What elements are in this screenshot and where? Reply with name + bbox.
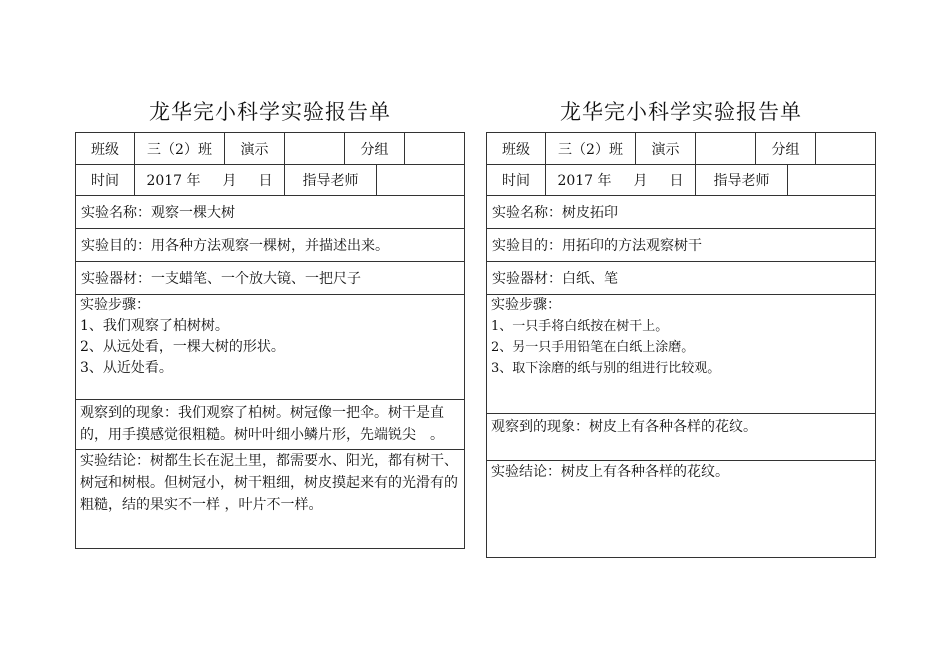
date-value (545, 165, 695, 195)
teacher-value (376, 165, 464, 195)
step-item: 2、另一只手用铅笔在白纸上涂磨。 (491, 340, 695, 355)
step-item: 2、从远处看，一棵大树的形状。 (80, 339, 285, 355)
conclusion-row (487, 460, 875, 557)
experiment-purpose: 实验目的：用拓印的方法观察树干 (492, 238, 702, 254)
materials-row (487, 261, 875, 294)
date-day: 日 (258, 173, 273, 189)
purpose-row (487, 228, 875, 261)
report-sheet-left (75, 92, 465, 549)
teacher-label: 指导老师 (284, 165, 376, 195)
demo-value (695, 133, 755, 164)
class-label: 班级 (502, 141, 530, 158)
name-row (487, 195, 875, 228)
observation-text: 观察到的现象：树皮上有各种各样的花纹。 (491, 419, 757, 435)
time-row (487, 164, 875, 195)
report-table (486, 132, 876, 558)
class-value: 三（2）班 (134, 133, 224, 164)
teacher-label: 指导老师 (695, 165, 787, 195)
steps-label: 实验步骤： (80, 297, 150, 313)
steps-row (487, 294, 875, 413)
observation-row (76, 399, 464, 449)
time-row (76, 164, 464, 195)
purpose-row (76, 228, 464, 261)
conclusion-row (76, 449, 464, 548)
experiment-purpose: 实验目的：用各种方法观察一棵树，并描述出来。 (81, 238, 389, 254)
step-item: 3、从近处看。 (80, 360, 173, 376)
experiment-steps (76, 295, 289, 399)
time-label: 时间 (502, 173, 530, 189)
conclusion-text: 实验结论：树皮上有各种各样的花纹。 (491, 464, 729, 480)
class-value: 三（2）班 (545, 133, 635, 164)
class-label: 班级 (91, 141, 119, 158)
experiment-name: 实验名称：观察一棵大树 (81, 205, 235, 221)
demo-label: 演示 (635, 133, 695, 164)
date-month: 月 (633, 173, 648, 189)
experiment-steps (487, 295, 724, 413)
demo-label: 演示 (224, 133, 284, 164)
steps-row (76, 294, 464, 399)
conclusion-text: 实验结论：树都生长在泥土里，都需要水、阳光，都有树干、树冠和树根。但树冠小，树干粗细，树皮摸起来有的光滑有的粗糙，结的果实不一样 ，叶片不一样。 (80, 453, 458, 513)
group-value (404, 133, 464, 164)
report-title: 龙华完小科学实验报告单 (560, 100, 802, 124)
date-year: 2017 年 (557, 173, 612, 189)
name-row (76, 195, 464, 228)
experiment-name: 实验名称：树皮拓印 (492, 205, 618, 221)
observation-text: 观察到的现象：我们观察了柏树。树冠像一把伞。树干是直的，用手摸感觉很粗糙。树叶叶细小鳞片形，先端锐尖 。 (80, 405, 444, 443)
class-row (487, 133, 875, 164)
step-item: 3、取下涂磨的纸与别的组进行比较观。 (491, 361, 721, 376)
report-table (75, 132, 465, 549)
step-item: 1、一只手将白纸按在树干上。 (491, 319, 669, 334)
date-year: 2017 年 (146, 173, 201, 189)
date-value (134, 165, 284, 195)
date-day: 日 (669, 173, 684, 189)
group-label: 分组 (344, 133, 404, 164)
experiment-materials: 实验器材：白纸、笔 (492, 271, 618, 287)
steps-label: 实验步骤： (491, 297, 561, 313)
date-month: 月 (222, 173, 237, 189)
observation-row (487, 413, 875, 460)
report-title: 龙华完小科学实验报告单 (149, 100, 391, 124)
class-row (76, 133, 464, 164)
report-sheet-right (486, 92, 876, 558)
group-label: 分组 (755, 133, 815, 164)
demo-value (284, 133, 344, 164)
step-item: 1、我们观察了柏树树。 (80, 318, 229, 334)
materials-row (76, 261, 464, 294)
time-label: 时间 (91, 173, 119, 189)
teacher-value (787, 165, 875, 195)
experiment-materials: 实验器材：一支蜡笔、一个放大镜、一把尺子 (81, 271, 361, 287)
group-value (815, 133, 875, 164)
